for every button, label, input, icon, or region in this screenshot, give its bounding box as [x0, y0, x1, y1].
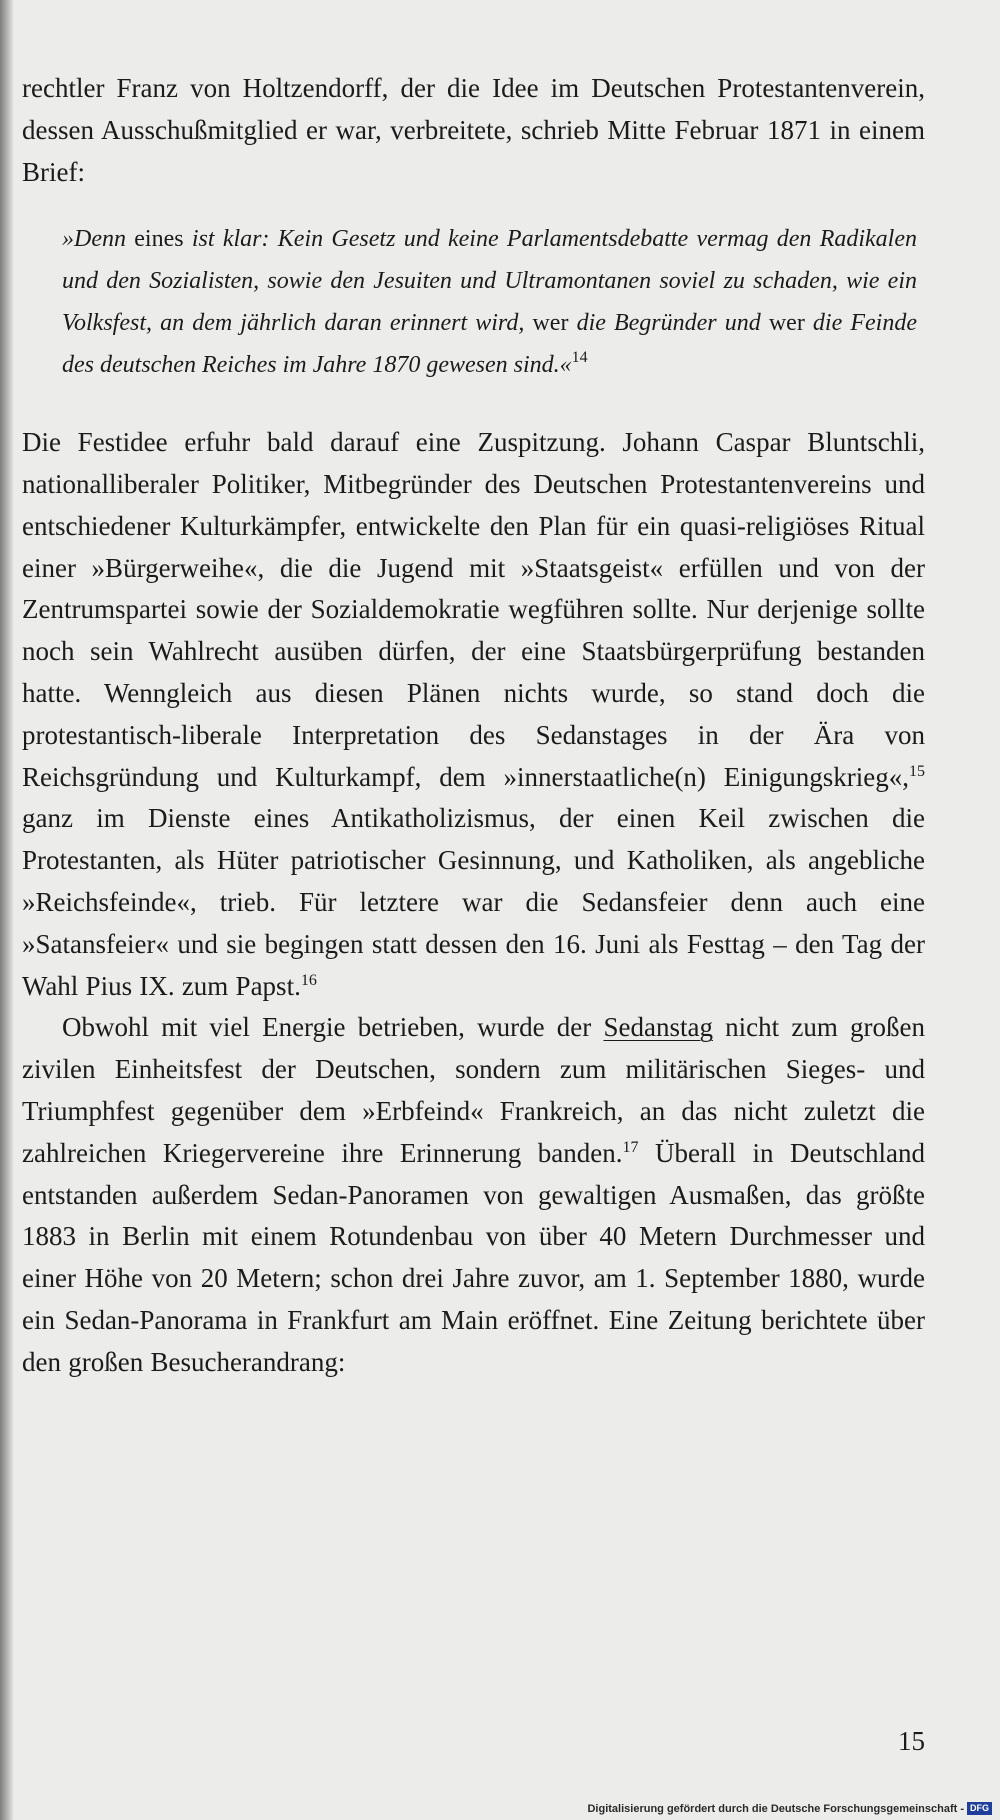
- quote-part: »Denn: [62, 226, 126, 253]
- digitization-credit: [587, 1802, 992, 1815]
- underlined-word: Sedanstag: [603, 1012, 713, 1043]
- paragraph-text: ganz im Dienste eines Antikatholizismus, der einen Keil zwischen die Protestanten, als Hüter patriotischer Gesinnung, und Katholiken, als angebliche »Reichsfeinde«, trieb. Für letztere war die Sedansfeier denn auch eine »Satansfeier« und sie begingen statt dessen den 16. Juni als Festtag – den Tag der Wahl Pius IX. zum Papst.: [22, 803, 925, 1001]
- dfg-logo-icon: DFG: [967, 1802, 992, 1815]
- section-gap: [22, 386, 925, 422]
- footnote-marker: 14: [571, 348, 588, 366]
- block-quote: [62, 219, 917, 386]
- credit-text: Digitalisierung gefördert durch die Deutsche Forschungsgemeinschaft -: [587, 1802, 964, 1815]
- paragraph-text: Obwohl mit viel Energie betrieben, wurde der: [62, 1012, 604, 1043]
- paragraph-text: nicht zum großen zivilen Einheitsfest der Deutschen, sondern zum militärischen Sieges- und Triumphfest gegenüber dem »Erbfeind« Frankreich, an das nicht zuletzt die zahlreichen Kriegervereine ihre Erinnerung banden.: [22, 1012, 925, 1168]
- quote-part: die Feinde des deutschen Reiches im Jahre 1870 gewesen sind.«: [62, 309, 917, 378]
- quote-part: wer: [760, 309, 813, 336]
- page-number: 15: [898, 1726, 925, 1756]
- paragraph-2: [22, 422, 925, 1007]
- scan-binding-shadow: [0, 0, 14, 1820]
- footnote-marker: 16: [300, 971, 317, 989]
- footnote-marker: 17: [622, 1138, 639, 1156]
- quote-part: die Begründer und: [576, 309, 761, 336]
- paragraph-text: Die Festidee erfuhr bald darauf eine Zuspitzung. Johann Caspar Bluntschli, nationalliberaler Politiker, Mitbegründer des Deutschen Protestantenvereins und entschiedener Kulturkämpfer, entwickelte den Plan für ein quasi-religiöses Ritual einer »Bürgerweihe«, die die Jugend mit »Staatsgeist« erfüllen und von der Zentrumspartei sowie der Sozialdemokratie wegführen sollte. Nur derjenige sollte noch sein Wahlrecht ausüben dürfen, der eine Staatsbürgerprüfung bestanden hatte. Wenngleich aus diesen Plänen nichts wurde, so stand doch die protestantisch-liberale Interpretation des Sedanstages in der Ära von Reichsgründung und Kulturkampf, dem »innerstaatliche(n) Einigungskrieg«,: [22, 427, 925, 792]
- paragraph-1: rechtler Franz von Holtzendorff, der die Idee im Deutschen Protestantenverein, dessen Ausschußmitglied er war, verbreitete, schrieb Mitte Februar 1871 in einem Brief:: [22, 73, 925, 187]
- page-body: [22, 68, 925, 1384]
- quote-part: wer: [524, 309, 577, 336]
- paragraph-text: Überall in Deutschland entstanden außerdem Sedan-Panoramen von gewaltigen Ausmaßen, das größte 1883 in Berlin mit einem Rotundenbau von über 40 Metern Durchmesser und einer Höhe von 20 Metern; schon drei Jahre zuvor, am 1. September 1880, wurde ein Sedan-Panorama in Frankfurt am Main eröffnet. Eine Zeitung berichtete über den großen Besucherandrang:: [22, 1137, 925, 1377]
- quote-part: eines: [125, 226, 192, 253]
- footnote-marker: 15: [909, 762, 925, 780]
- paragraph-3: [22, 1007, 925, 1383]
- quote-part: ist klar: Kein Gesetz und keine Parlamentsdebatte vermag den Radikalen und den Sozialisten, sowie den Jesuiten und Ultramontanen soviel zu schaden, wie ein Volksfest, an dem jährlich daran erinnert wird,: [62, 226, 918, 336]
